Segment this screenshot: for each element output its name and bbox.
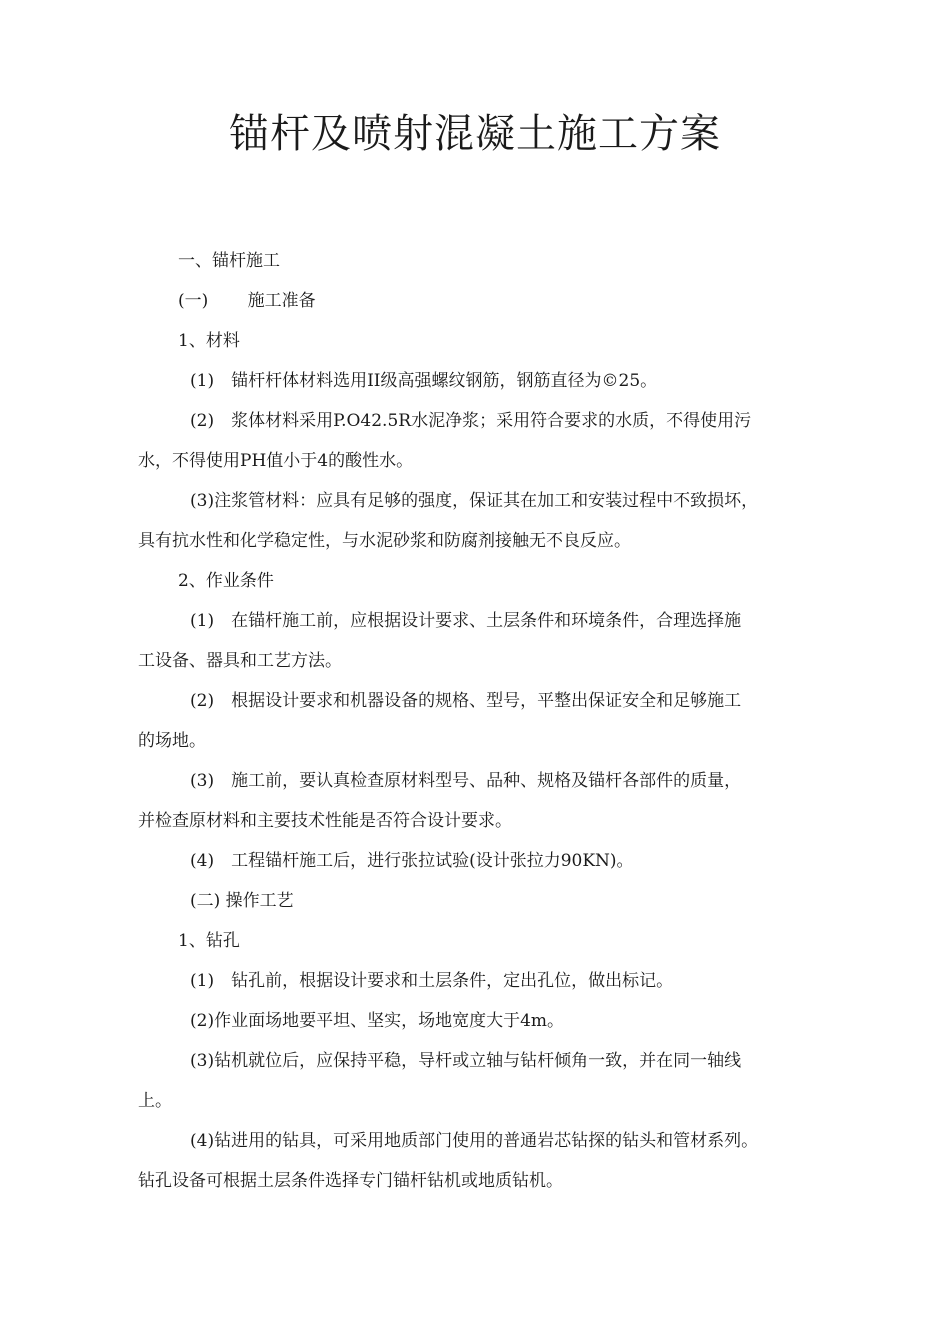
paragraph-line: (2) 浆体材料采用P.O42.5R水泥净浆；采用符合要求的水质，不得使用污	[190, 411, 752, 431]
paragraph-line: 工设备、器具和工艺方法。	[138, 651, 342, 671]
item-heading: 1、钻孔	[178, 931, 240, 951]
paragraph-line: 钻孔设备可根据土层条件选择专门锚杆钻机或地质钻机。	[138, 1171, 563, 1191]
paragraph-line: (1) 钻孔前，根据设计要求和土层条件，定出孔位，做出标记。	[190, 971, 674, 991]
section-heading: 一、锚杆施工	[178, 251, 280, 271]
paragraph-line: 的场地。	[138, 731, 206, 751]
paragraph-line: (4)钻进用的钻具，可采用地质部门使用的普通岩芯钻探的钻头和管材系列。	[190, 1131, 759, 1151]
document-title: 锚杆及喷射混凝土施工方案	[229, 111, 721, 157]
item-heading: 1、材料	[178, 331, 240, 351]
item-heading: 2、作业条件	[178, 571, 274, 591]
paragraph-line: (4) 工程锚杆施工后，进行张拉试验(设计张拉力90KN)。	[190, 851, 634, 871]
paragraph-line: (2) 根据设计要求和机器设备的规格、型号，平整出保证安全和足够施工	[190, 691, 742, 711]
subsection-heading: (一) 施工准备	[178, 291, 316, 311]
paragraph-line: (3)注浆管材料：应具有足够的强度，保证其在加工和安装过程中不致损坏，	[190, 491, 759, 511]
paragraph-line: 并检查原材料和主要技术性能是否符合设计要求。	[138, 811, 512, 831]
paragraph-line: (1) 在锚杆施工前，应根据设计要求、土层条件和环境条件，合理选择施	[190, 611, 742, 631]
paragraph-line: (3) 施工前，要认真检查原材料型号、品种、规格及锚杆各部件的质量，	[190, 771, 742, 791]
paragraph-line: (1) 锚杆杆体材料选用II级高强螺纹钢筋，钢筋直径为©25。	[190, 371, 658, 391]
paragraph-line: 水，不得使用PH值小于4的酸性水。	[138, 451, 414, 471]
paragraph-line: (2)作业面场地要平坦、坚实，场地宽度大于4m。	[190, 1011, 565, 1031]
paragraph-line: 具有抗水性和化学稳定性，与水泥砂浆和防腐剂接触无不良反应。	[138, 531, 631, 551]
subsection-heading: (二) 操作工艺	[190, 891, 294, 911]
paragraph-line: (3)钻机就位后，应保持平稳，导杆或立轴与钻杆倾角一致，并在同一轴线	[190, 1051, 742, 1071]
paragraph-line: 上。	[138, 1091, 172, 1111]
